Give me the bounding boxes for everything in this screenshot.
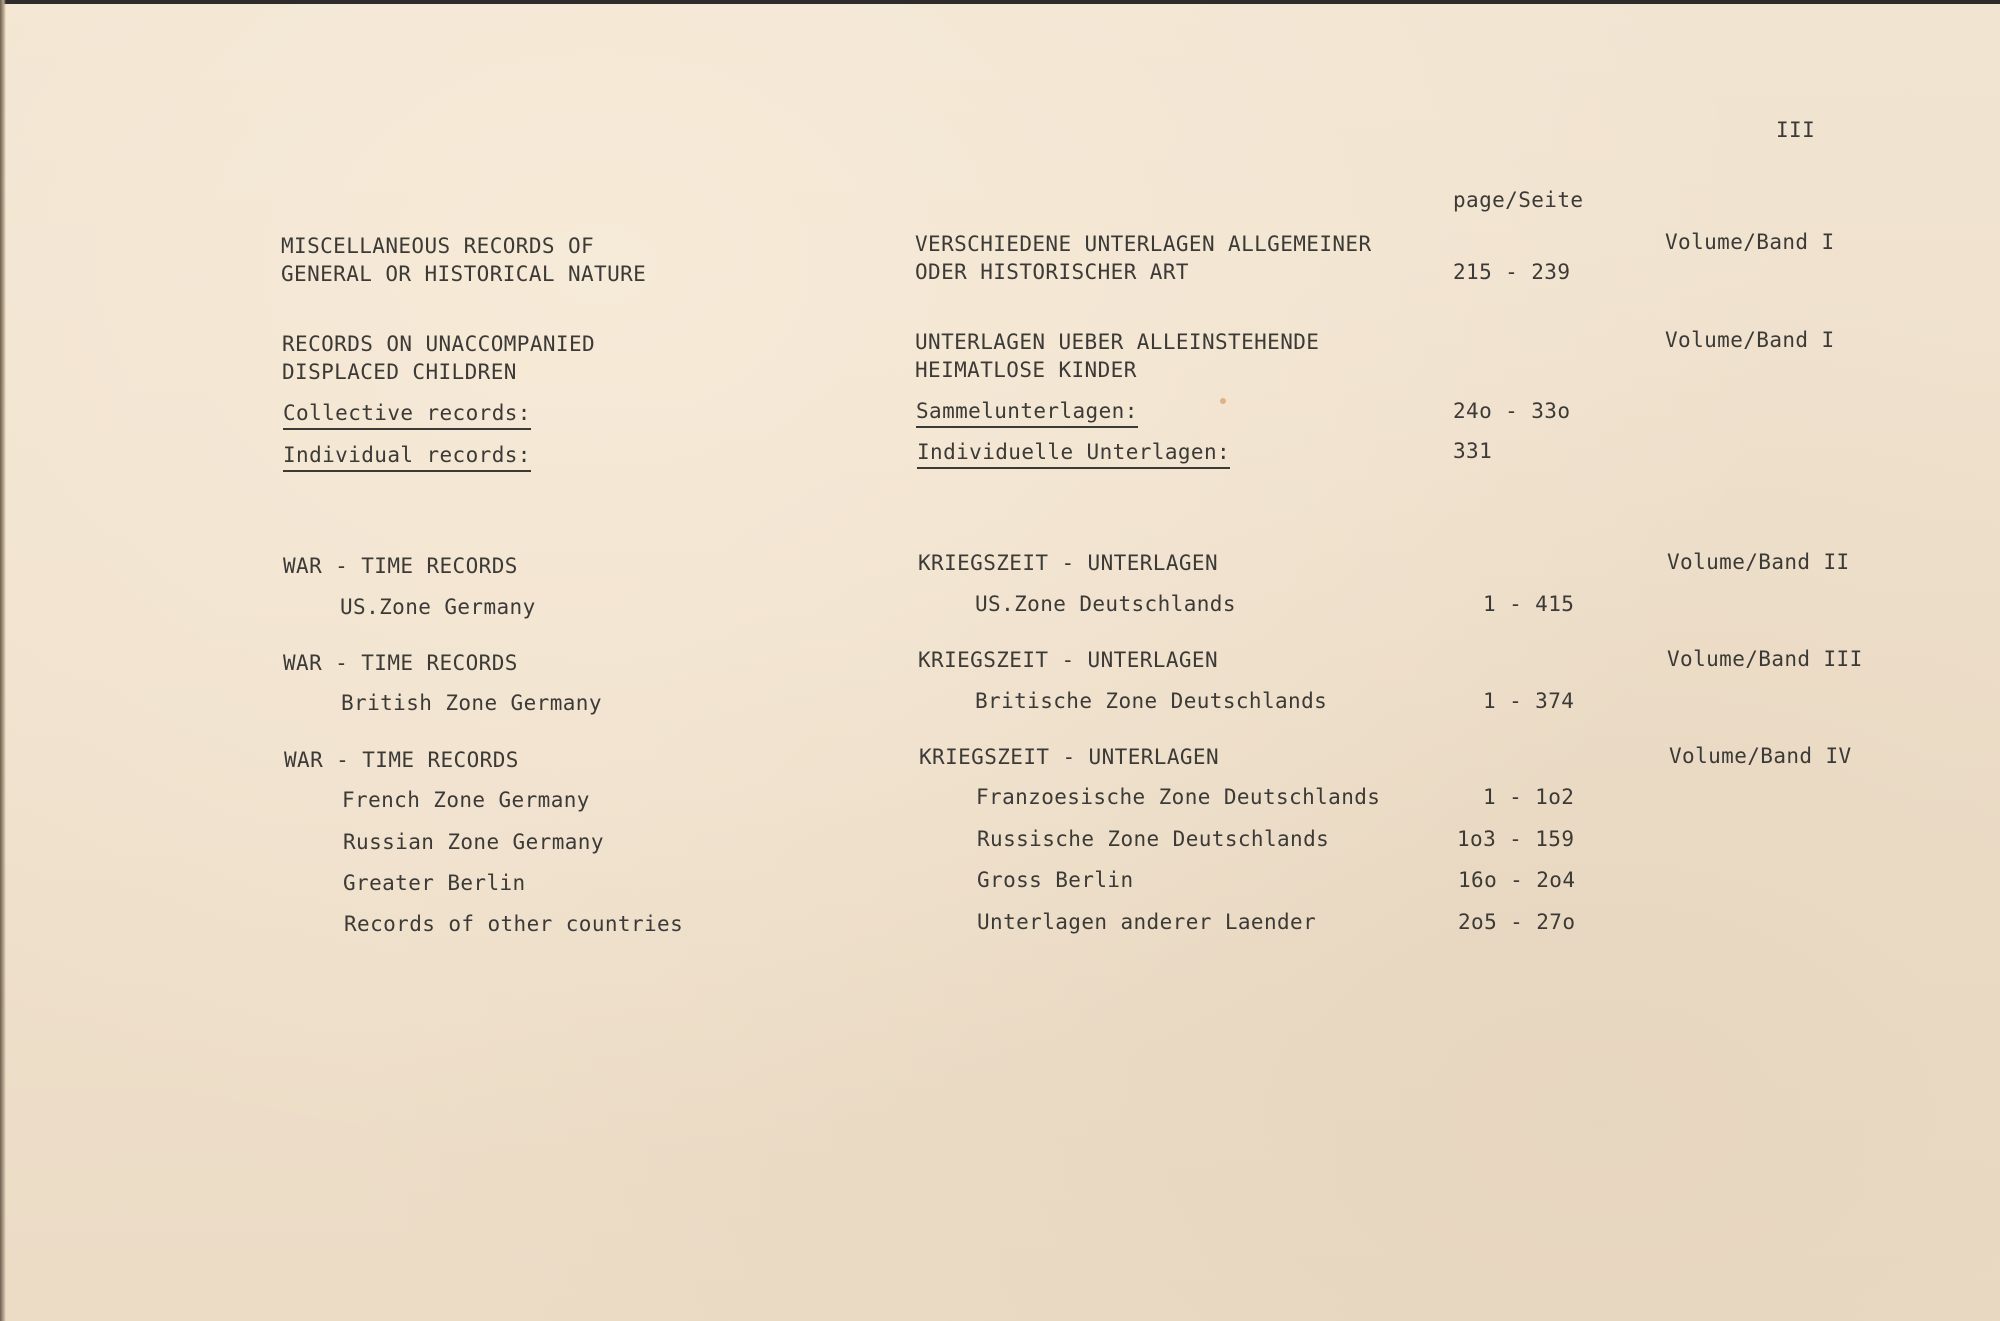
greater-berlin-en: Greater Berlin [343, 871, 526, 895]
children-de-line-2: HEIMATLOSE KINDER [915, 358, 1137, 382]
other-countries-de: Unterlagen anderer Laender [977, 910, 1317, 934]
misc-en-line-1: MISCELLANEOUS RECORDS OF [281, 234, 595, 258]
other-countries-en: Records of other countries [344, 912, 684, 936]
children-en-line-1: RECORDS ON UNACCOMPANIED [282, 332, 596, 356]
war-us-en: WAR - TIME RECORDS [283, 554, 518, 578]
page-top-edge [0, 0, 2000, 4]
collective-records-en: Collective records: [283, 399, 531, 430]
french-zone-en: French Zone Germany [342, 788, 590, 812]
collective-records-pages: 24o - 33o [1453, 399, 1571, 423]
war-british-de: KRIEGSZEIT - UNTERLAGEN [918, 648, 1218, 672]
war-other-en: WAR - TIME RECORDS [284, 748, 519, 772]
children-volume: Volume/Band I [1665, 328, 1835, 352]
russian-zone-de: Russische Zone Deutschlands [977, 827, 1330, 851]
war-us-sub-en: US.Zone Germany [340, 595, 536, 619]
war-british-pages: 1 - 374 [1483, 689, 1575, 713]
misc-de-line-1: VERSCHIEDENE UNTERLAGEN ALLGEMEINER [915, 232, 1372, 256]
french-zone-pages: 1 - 1o2 [1483, 785, 1575, 809]
misc-en-line-2: GENERAL OR HISTORICAL NATURE [281, 262, 647, 286]
greater-berlin-de: Gross Berlin [977, 868, 1134, 892]
war-other-volume: Volume/Band IV [1669, 744, 1852, 768]
russian-zone-pages: 1o3 - 159 [1457, 827, 1575, 851]
war-us-de: KRIEGSZEIT - UNTERLAGEN [918, 551, 1218, 575]
misc-volume: Volume/Band I [1665, 230, 1835, 254]
war-british-volume: Volume/Band III [1667, 647, 1863, 671]
page-column-header: page/Seite [1453, 188, 1584, 212]
children-de-line-1: UNTERLAGEN UEBER ALLEINSTEHENDE [915, 330, 1320, 354]
misc-pages: 215 - 239 [1453, 260, 1571, 284]
individual-records-en: Individual records: [283, 441, 531, 472]
individual-records-de: Individuelle Unterlagen: [917, 438, 1230, 469]
individual-records-pages: 331 [1453, 439, 1493, 463]
paper-fleck [1220, 398, 1226, 404]
page-number: III [1776, 118, 1816, 142]
french-zone-de: Franzoesische Zone Deutschlands [976, 785, 1381, 809]
children-en-line-2: DISPLACED CHILDREN [282, 360, 517, 384]
other-countries-pages: 2o5 - 27o [1458, 910, 1576, 934]
war-us-pages: 1 - 415 [1483, 592, 1575, 616]
russian-zone-en: Russian Zone Germany [343, 830, 604, 854]
collective-records-de: Sammelunterlagen: [916, 397, 1138, 428]
war-other-de: KRIEGSZEIT - UNTERLAGEN [919, 745, 1219, 769]
war-british-sub-en: British Zone Germany [341, 691, 602, 715]
war-british-sub-de: Britische Zone Deutschlands [975, 689, 1328, 713]
war-british-en: WAR - TIME RECORDS [283, 651, 518, 675]
greater-berlin-pages: 16o - 2o4 [1458, 868, 1576, 892]
war-us-volume: Volume/Band II [1667, 550, 1850, 574]
page-binding-edge [0, 0, 6, 1321]
war-us-sub-de: US.Zone Deutschlands [975, 592, 1236, 616]
misc-de-line-2: ODER HISTORISCHER ART [915, 260, 1189, 284]
